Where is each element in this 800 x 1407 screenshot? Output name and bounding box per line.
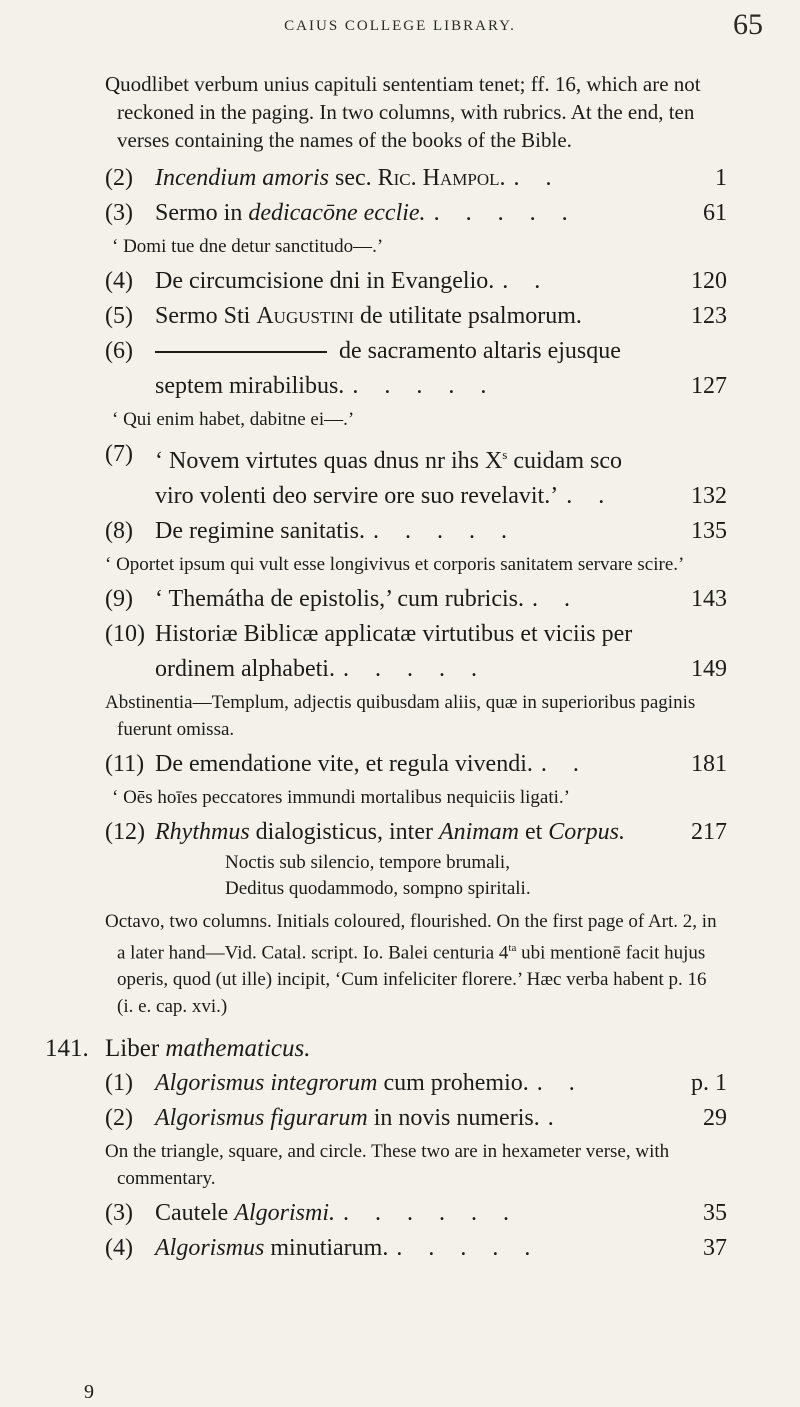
entry-6: (6) de sacramento altaris ejusque septem mirabilibus. . . . . . 127 <box>105 334 727 404</box>
page-content <box>45 70 727 1266</box>
entry-note: Abstinentia—Templum, adjectis quibusdam aliis, quæ in superioribus paginis fuerunt omissa. <box>105 692 696 740</box>
item-141-entry-1: (1) Algorismus integrorum cum prohemio. . . p. 1 <box>105 1066 727 1101</box>
entry-5: (5) Sermo Sti Augustini de utilitate psalmorum. 123 <box>105 299 727 334</box>
entry-page: 149 <box>691 656 727 682</box>
entry-number: (2) <box>105 165 133 191</box>
entry-number: (12) <box>105 819 145 845</box>
entry-note: ‘ Oportet ipsum qui vult esse longivivus et corporis sanitatem servare scire.’ <box>105 554 685 575</box>
entry-number: (10) <box>105 621 145 647</box>
item-number: 141. <box>45 1035 89 1063</box>
entry-number: (7) <box>105 441 133 467</box>
entry-number: (6) <box>105 338 133 364</box>
entry-note: ‘ Oēs hoīes peccatores immundi mortalibus nequiciis ligati.’ <box>112 787 571 808</box>
entry-page: 120 <box>691 268 727 294</box>
page-number: 65 <box>733 8 763 41</box>
intro-paragraph: Quodlibet verbum unius capituli sententiam tenet; ff. 16, which are not reckoned in the paging. In two columns, with rubrics. At the end, ten verses containing the names of the books of the Bible. <box>105 72 701 152</box>
item-141-entry-3: (3) Cautele Algorismi. . . . . . . 35 <box>105 1196 727 1231</box>
entry-number: (9) <box>105 586 133 612</box>
entry-7: (7) ‘ Novem virtutes quas dnus nr ihs $X^s$ cuidam sco viro volenti deo servire ore suo revelavit.’ . . 132 <box>105 437 727 514</box>
entry-author: Ric. Hampol. <box>377 165 506 191</box>
entry-note: ‘ Qui enim habet, dabitne ei—.’ <box>112 409 355 430</box>
entry-page: 37 <box>703 1235 727 1262</box>
entry-number: (8) <box>105 518 133 544</box>
entry-page: 127 <box>691 373 727 399</box>
entry-page: 35 <box>703 1200 727 1227</box>
entry-note: ‘ Domi tue dne detur sanctitudo—.’ <box>112 236 384 257</box>
entry-page: 181 <box>691 751 727 777</box>
entry-4: (4) De circumcisione dni in Evangelio. . . 120 <box>105 264 727 299</box>
verse-line: Noctis sub silencio, tempore brumali, <box>225 852 510 873</box>
ditto-rule <box>155 351 327 353</box>
running-head: CAIUS COLLEGE LIBRARY. <box>284 18 516 34</box>
entry-2: (2) Incendium amoris sec. Ric. Hampol. . . 1 <box>105 161 727 196</box>
entry-title-italic: Incendium amoris <box>155 165 329 191</box>
entry-number: (5) <box>105 303 133 329</box>
item-141-heading: 141. Liber mathematicus. <box>45 1032 727 1066</box>
entry-3: (3) Sermo in dedicacōne ecclie. . . . . . 61 <box>105 196 727 231</box>
item-141-entry-2: (2) Algorismus figurarum in novis numeris. . 29 <box>105 1101 727 1136</box>
entry-page: 1 <box>715 165 727 191</box>
entry-page: 29 <box>703 1105 727 1132</box>
entry-11: (11) De emendatione vite, et regula vivendi. . . 181 <box>105 747 727 782</box>
entry-page: 135 <box>691 518 727 544</box>
entry-12: (12) Rhythmus dialogisticus, inter Animam et Corpus. 217 <box>105 815 727 850</box>
entry-number: (3) <box>105 200 133 226</box>
item-141-entry-4: (4) Algorismus minutiarum. . . . . . 37 <box>105 1231 727 1266</box>
description-paragraph: Octavo, two columns. Initials coloured, flourished. On the first page of Art. 2, in a later hand—Vid. Catal. script. Io. Balei centuria $4^{ta}$ ubi mentionē facit hujus operis, quod (ut ille) incipit, ‘Cum infeliciter florere.’ Hæc verba habent p. 16 (i. e. cap. xvi.) <box>105 911 717 1018</box>
verse-line: Deditus quodammodo, sompno spiritali. <box>225 878 531 899</box>
entry-number: (4) <box>105 268 133 294</box>
entry-page: 132 <box>691 483 727 509</box>
entry-10: (10) Historiæ Biblicæ applicatæ virtutibus et viciis per ordinem alphabeti. . . . . . 149 <box>105 617 727 687</box>
signature-mark: 9 <box>84 1381 94 1403</box>
entry-page: 143 <box>691 586 727 612</box>
entry-9: (9) ‘ Themátha de epistolis,’ cum rubricis. . . 143 <box>105 582 727 617</box>
entry-page: 61 <box>703 200 727 226</box>
entry-number: (11) <box>105 751 145 777</box>
entry-page: 123 <box>691 303 727 329</box>
entry-8: (8) De regimine sanitatis. . . . . . 135 <box>105 514 727 549</box>
entry-page: p. 1 <box>691 1070 727 1097</box>
entry-page: 217 <box>691 819 727 845</box>
entry-note: On the triangle, square, and circle. These two are in hexameter verse, with commentary. <box>105 1141 670 1190</box>
